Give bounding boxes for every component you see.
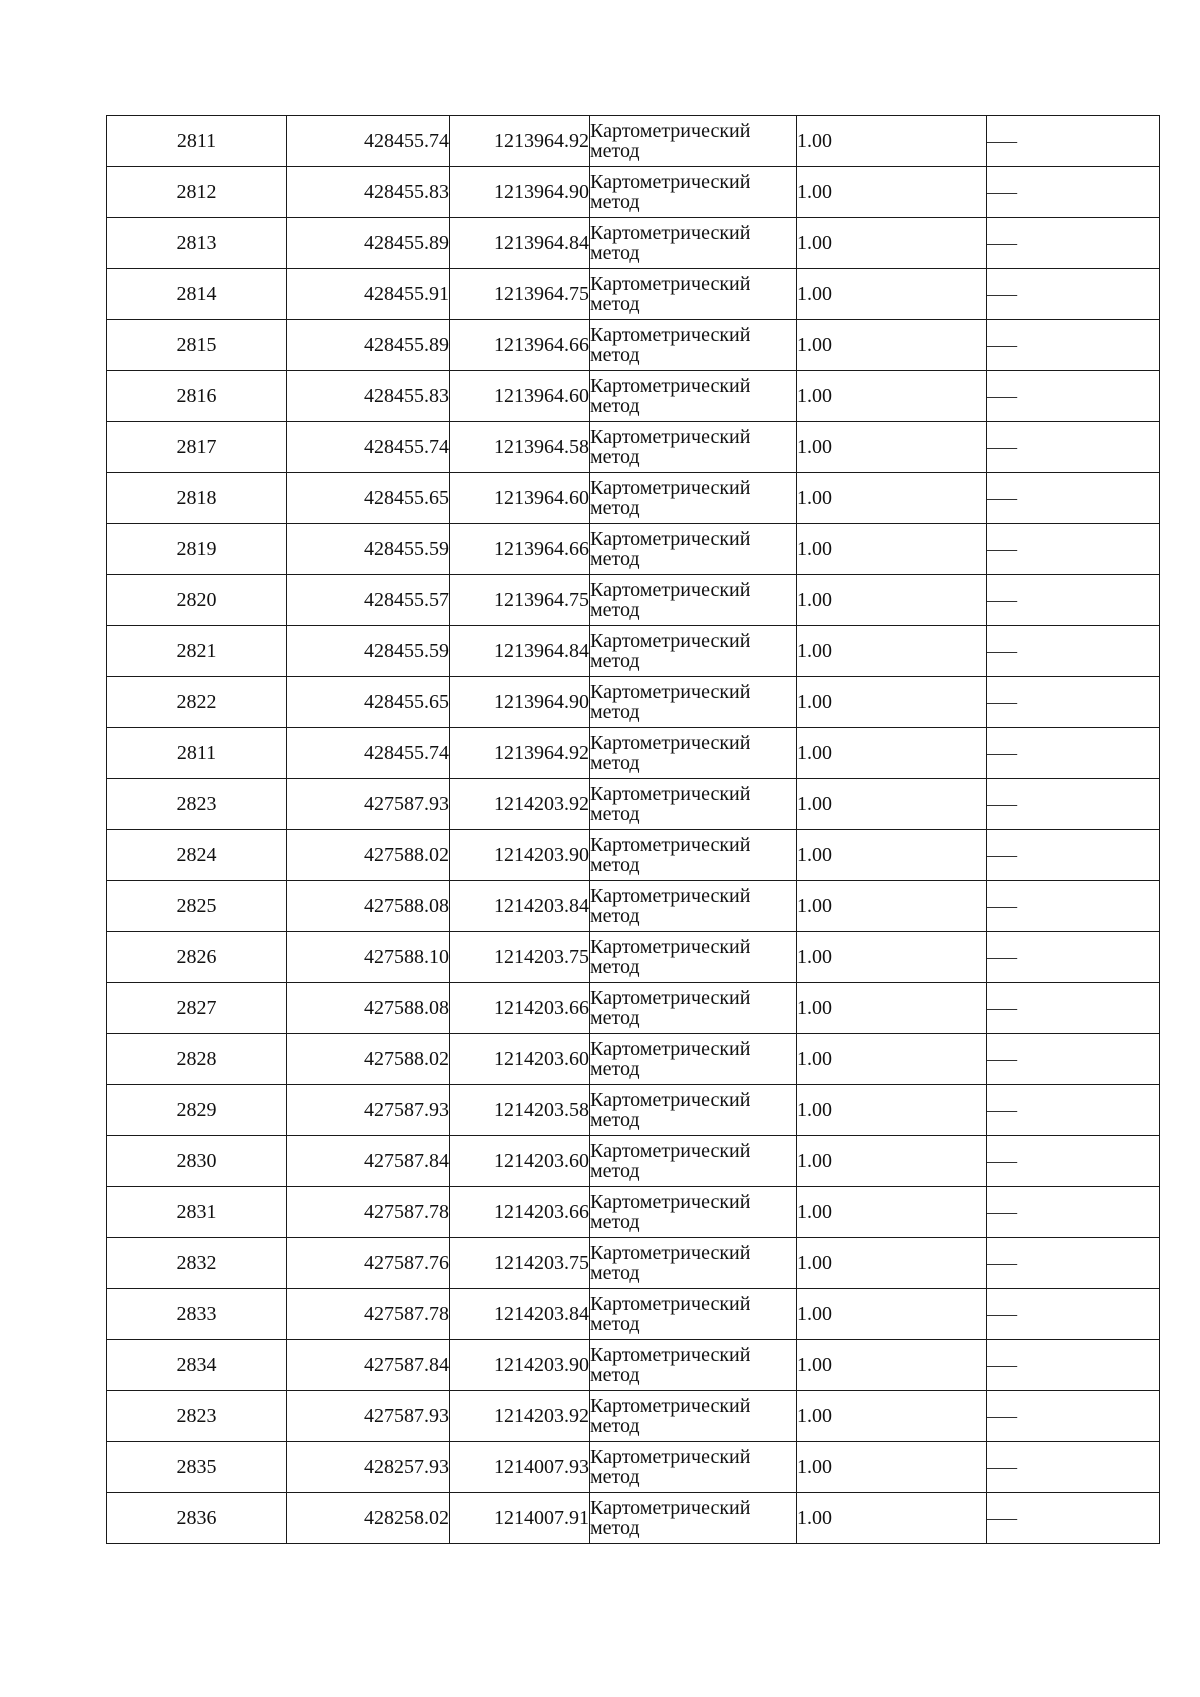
accuracy-cell: 1.00 [797,983,987,1034]
y-coordinate-cell: 1213964.92 [450,116,590,167]
accuracy-cell: 1.00 [797,473,987,524]
method-cell [590,473,797,524]
y-coordinate-cell: 1214203.58 [450,1085,590,1136]
y-coordinate-cell: 1214203.92 [450,1391,590,1442]
description-cell [987,1034,1160,1085]
accuracy-cell: 1.00 [797,167,987,218]
method-text-line: Картометрический [590,1496,751,1519]
y-coordinate-cell: 1214203.66 [450,1187,590,1238]
y-coordinate-cell: 1213964.60 [450,371,590,422]
method-text-line: метод [590,1058,640,1080]
description-cell [987,1187,1160,1238]
method-text-line: метод [590,140,640,162]
table-row [107,575,1160,626]
description-dash: — [987,640,1017,662]
method-text-line: метод [590,1211,640,1233]
method-cell [590,167,797,218]
point-number-cell: 2823 [107,779,287,830]
description-cell [987,1493,1160,1544]
coordinates-table-body [107,116,1160,1544]
description-cell [987,1391,1160,1442]
x-coordinate-cell: 428455.74 [287,728,450,779]
description-dash: — [987,1354,1017,1376]
table-row [107,728,1160,779]
description-cell [987,728,1160,779]
y-coordinate-cell: 1213964.60 [450,473,590,524]
method-text-line: метод [590,701,640,723]
description-dash: — [987,1507,1017,1529]
method-text-line: Картометрический [590,884,751,907]
description-dash: — [987,1252,1017,1274]
y-coordinate-cell: 1213964.84 [450,218,590,269]
x-coordinate-cell: 428455.89 [287,320,450,371]
method-cell [590,269,797,320]
method-text-line: метод [590,1466,640,1488]
description-cell [987,422,1160,473]
method-text-line: Картометрический [590,629,751,652]
table-row [107,473,1160,524]
accuracy-cell: 1.00 [797,1493,987,1544]
point-number-cell: 2824 [107,830,287,881]
point-number-cell: 2832 [107,1238,287,1289]
x-coordinate-cell: 428455.74 [287,422,450,473]
y-coordinate-cell: 1213964.58 [450,422,590,473]
accuracy-cell: 1.00 [797,626,987,677]
y-coordinate-cell: 1214203.90 [450,1340,590,1391]
description-dash: — [987,385,1017,407]
point-number-cell: 2820 [107,575,287,626]
method-text-line: метод [590,497,640,519]
method-cell [590,881,797,932]
method-text-line: метод [590,548,640,570]
method-text-line: метод [590,1517,640,1539]
method-text-line: метод [590,344,640,366]
description-cell [987,218,1160,269]
method-text-line: Картометрический [590,782,751,805]
table-row [107,524,1160,575]
method-text-line: метод [590,854,640,876]
point-number-cell: 2831 [107,1187,287,1238]
method-text-line: метод [590,752,640,774]
method-text-line: Картометрический [590,1292,751,1315]
table-row [107,1136,1160,1187]
description-cell [987,524,1160,575]
accuracy-cell: 1.00 [797,1085,987,1136]
method-text-line: метод [590,956,640,978]
point-number-cell: 2830 [107,1136,287,1187]
description-dash: — [987,487,1017,509]
method-text-line: Картометрический [590,221,751,244]
table-row [107,830,1160,881]
method-text-line: Картометрический [590,476,751,499]
method-cell [590,1238,797,1289]
method-text-line: Картометрический [590,425,751,448]
coordinates-table [106,115,1160,1544]
accuracy-cell: 1.00 [797,728,987,779]
description-cell [987,779,1160,830]
x-coordinate-cell: 427588.02 [287,830,450,881]
x-coordinate-cell: 428455.83 [287,371,450,422]
method-cell [590,1187,797,1238]
method-text-line: Картометрический [590,1445,751,1468]
description-cell [987,983,1160,1034]
description-cell [987,1085,1160,1136]
method-text-line: Картометрический [590,1037,751,1060]
description-cell [987,830,1160,881]
method-text-line: Картометрический [590,1394,751,1417]
x-coordinate-cell: 427587.84 [287,1340,450,1391]
y-coordinate-cell: 1213964.66 [450,524,590,575]
method-text-line: Картометрический [590,986,751,1009]
table-row [107,116,1160,167]
point-number-cell: 2815 [107,320,287,371]
method-text-line: метод [590,1160,640,1182]
description-dash: — [987,1099,1017,1121]
accuracy-cell: 1.00 [797,779,987,830]
y-coordinate-cell: 1214203.60 [450,1136,590,1187]
description-dash: — [987,1405,1017,1427]
method-text-line: Картометрический [590,578,751,601]
table-row [107,1187,1160,1238]
description-dash: — [987,895,1017,917]
description-dash: — [987,589,1017,611]
method-text-line: Картометрический [590,1088,751,1111]
description-dash: — [987,844,1017,866]
table-row [107,932,1160,983]
table-row [107,1034,1160,1085]
accuracy-cell: 1.00 [797,1289,987,1340]
description-dash: — [987,691,1017,713]
x-coordinate-cell: 427588.10 [287,932,450,983]
method-cell [590,932,797,983]
y-coordinate-cell: 1214203.60 [450,1034,590,1085]
x-coordinate-cell: 427588.08 [287,983,450,1034]
description-dash: — [987,181,1017,203]
table-row [107,626,1160,677]
method-cell [590,677,797,728]
point-number-cell: 2816 [107,371,287,422]
description-dash: — [987,232,1017,254]
point-number-cell: 2822 [107,677,287,728]
accuracy-cell: 1.00 [797,269,987,320]
method-text-line: метод [590,803,640,825]
accuracy-cell: 1.00 [797,524,987,575]
accuracy-cell: 1.00 [797,1340,987,1391]
method-cell [590,320,797,371]
method-text-line: Картометрический [590,374,751,397]
table-row [107,881,1160,932]
method-cell [590,626,797,677]
description-cell [987,1238,1160,1289]
method-cell [590,422,797,473]
table-row [107,320,1160,371]
y-coordinate-cell: 1213964.75 [450,269,590,320]
description-dash: — [987,997,1017,1019]
table-row [107,371,1160,422]
accuracy-cell: 1.00 [797,677,987,728]
accuracy-cell: 1.00 [797,371,987,422]
table-row [107,983,1160,1034]
description-dash: — [987,283,1017,305]
description-cell [987,677,1160,728]
x-coordinate-cell: 428258.02 [287,1493,450,1544]
x-coordinate-cell: 427588.02 [287,1034,450,1085]
y-coordinate-cell: 1213964.84 [450,626,590,677]
method-text-line: метод [590,1313,640,1335]
x-coordinate-cell: 427587.76 [287,1238,450,1289]
x-coordinate-cell: 428257.93 [287,1442,450,1493]
method-text-line: Картометрический [590,272,751,295]
method-text-line: метод [590,242,640,264]
accuracy-cell: 1.00 [797,932,987,983]
method-text-line: метод [590,650,640,672]
accuracy-cell: 1.00 [797,116,987,167]
x-coordinate-cell: 428455.74 [287,116,450,167]
description-dash: — [987,1456,1017,1478]
table-row [107,677,1160,728]
description-cell [987,881,1160,932]
point-number-cell: 2818 [107,473,287,524]
y-coordinate-cell: 1213964.90 [450,167,590,218]
description-dash: — [987,1303,1017,1325]
description-dash: — [987,742,1017,764]
x-coordinate-cell: 428455.83 [287,167,450,218]
accuracy-cell: 1.00 [797,1187,987,1238]
x-coordinate-cell: 428455.59 [287,626,450,677]
table-row [107,1340,1160,1391]
method-text-line: метод [590,905,640,927]
method-cell [590,1340,797,1391]
accuracy-cell: 1.00 [797,1136,987,1187]
y-coordinate-cell: 1214007.93 [450,1442,590,1493]
x-coordinate-cell: 427588.08 [287,881,450,932]
method-text-line: Картометрический [590,1190,751,1213]
description-dash: — [987,1048,1017,1070]
x-coordinate-cell: 428455.59 [287,524,450,575]
accuracy-cell: 1.00 [797,1034,987,1085]
x-coordinate-cell: 428455.65 [287,473,450,524]
table-row [107,269,1160,320]
point-number-cell: 2827 [107,983,287,1034]
point-number-cell: 2821 [107,626,287,677]
method-text-line: Картометрический [590,1343,751,1366]
point-number-cell: 2823 [107,1391,287,1442]
method-text-line: Картометрический [590,833,751,856]
point-number-cell: 2829 [107,1085,287,1136]
description-cell [987,575,1160,626]
method-text-line: Картометрический [590,170,751,193]
method-text-line: Картометрический [590,1241,751,1264]
method-text-line: Картометрический [590,527,751,550]
description-dash: — [987,1150,1017,1172]
method-cell [590,1136,797,1187]
description-cell [987,932,1160,983]
point-number-cell: 2811 [107,728,287,779]
description-cell [987,167,1160,218]
y-coordinate-cell: 1213964.66 [450,320,590,371]
method-cell [590,1442,797,1493]
accuracy-cell: 1.00 [797,218,987,269]
method-text-line: Картометрический [590,323,751,346]
point-number-cell: 2814 [107,269,287,320]
method-cell [590,779,797,830]
method-text-line: метод [590,1007,640,1029]
point-number-cell: 2826 [107,932,287,983]
y-coordinate-cell: 1214203.66 [450,983,590,1034]
table-row [107,422,1160,473]
method-text-line: метод [590,446,640,468]
method-text-line: метод [590,191,640,213]
accuracy-cell: 1.00 [797,1391,987,1442]
y-coordinate-cell: 1213964.75 [450,575,590,626]
method-cell [590,218,797,269]
description-dash: — [987,334,1017,356]
method-cell [590,1034,797,1085]
description-dash: — [987,946,1017,968]
table-row [107,167,1160,218]
accuracy-cell: 1.00 [797,1442,987,1493]
description-cell [987,1136,1160,1187]
description-cell [987,116,1160,167]
description-cell [987,269,1160,320]
y-coordinate-cell: 1214203.84 [450,881,590,932]
accuracy-cell: 1.00 [797,1238,987,1289]
x-coordinate-cell: 428455.57 [287,575,450,626]
method-text-line: Картометрический [590,731,751,754]
method-cell [590,830,797,881]
description-cell [987,320,1160,371]
description-cell [987,626,1160,677]
method-cell [590,371,797,422]
y-coordinate-cell: 1213964.92 [450,728,590,779]
method-cell [590,116,797,167]
point-number-cell: 2813 [107,218,287,269]
accuracy-cell: 1.00 [797,320,987,371]
y-coordinate-cell: 1214203.75 [450,1238,590,1289]
method-text-line: Картометрический [590,680,751,703]
description-cell [987,1289,1160,1340]
point-number-cell: 2835 [107,1442,287,1493]
y-coordinate-cell: 1214203.75 [450,932,590,983]
table-row [107,1442,1160,1493]
description-cell [987,1340,1160,1391]
method-text-line: метод [590,1415,640,1437]
accuracy-cell: 1.00 [797,881,987,932]
table-row [107,779,1160,830]
y-coordinate-cell: 1214203.84 [450,1289,590,1340]
method-text-line: метод [590,395,640,417]
x-coordinate-cell: 427587.78 [287,1289,450,1340]
point-number-cell: 2825 [107,881,287,932]
description-dash: — [987,1201,1017,1223]
table-row [107,1085,1160,1136]
y-coordinate-cell: 1214203.90 [450,830,590,881]
method-cell [590,1493,797,1544]
method-cell [590,1391,797,1442]
description-dash: — [987,130,1017,152]
accuracy-cell: 1.00 [797,575,987,626]
method-text-line: метод [590,1364,640,1386]
description-dash: — [987,436,1017,458]
table-row [107,1391,1160,1442]
x-coordinate-cell: 428455.65 [287,677,450,728]
point-number-cell: 2834 [107,1340,287,1391]
method-cell [590,575,797,626]
method-text-line: метод [590,1262,640,1284]
method-text-line: метод [590,599,640,621]
description-cell [987,371,1160,422]
y-coordinate-cell: 1214007.91 [450,1493,590,1544]
method-cell [590,1085,797,1136]
y-coordinate-cell: 1214203.92 [450,779,590,830]
description-cell [987,473,1160,524]
method-text-line: метод [590,293,640,315]
x-coordinate-cell: 428455.91 [287,269,450,320]
point-number-cell: 2828 [107,1034,287,1085]
point-number-cell: 2836 [107,1493,287,1544]
method-cell [590,983,797,1034]
point-number-cell: 2833 [107,1289,287,1340]
point-number-cell: 2811 [107,116,287,167]
method-cell [590,1289,797,1340]
table-row [107,1289,1160,1340]
point-number-cell: 2819 [107,524,287,575]
accuracy-cell: 1.00 [797,830,987,881]
table-row [107,1238,1160,1289]
method-cell [590,728,797,779]
description-dash: — [987,793,1017,815]
x-coordinate-cell: 428455.89 [287,218,450,269]
method-text-line: метод [590,1109,640,1131]
x-coordinate-cell: 427587.93 [287,779,450,830]
y-coordinate-cell: 1213964.90 [450,677,590,728]
method-cell [590,524,797,575]
point-number-cell: 2812 [107,167,287,218]
x-coordinate-cell: 427587.84 [287,1136,450,1187]
point-number-cell: 2817 [107,422,287,473]
accuracy-cell: 1.00 [797,422,987,473]
method-text-line: Картометрический [590,1139,751,1162]
x-coordinate-cell: 427587.93 [287,1391,450,1442]
x-coordinate-cell: 427587.78 [287,1187,450,1238]
x-coordinate-cell: 427587.93 [287,1085,450,1136]
table-row [107,1493,1160,1544]
description-cell [987,1442,1160,1493]
table-row [107,218,1160,269]
method-text-line: Картометрический [590,935,751,958]
method-text-line: Картометрический [590,119,751,142]
description-dash: — [987,538,1017,560]
